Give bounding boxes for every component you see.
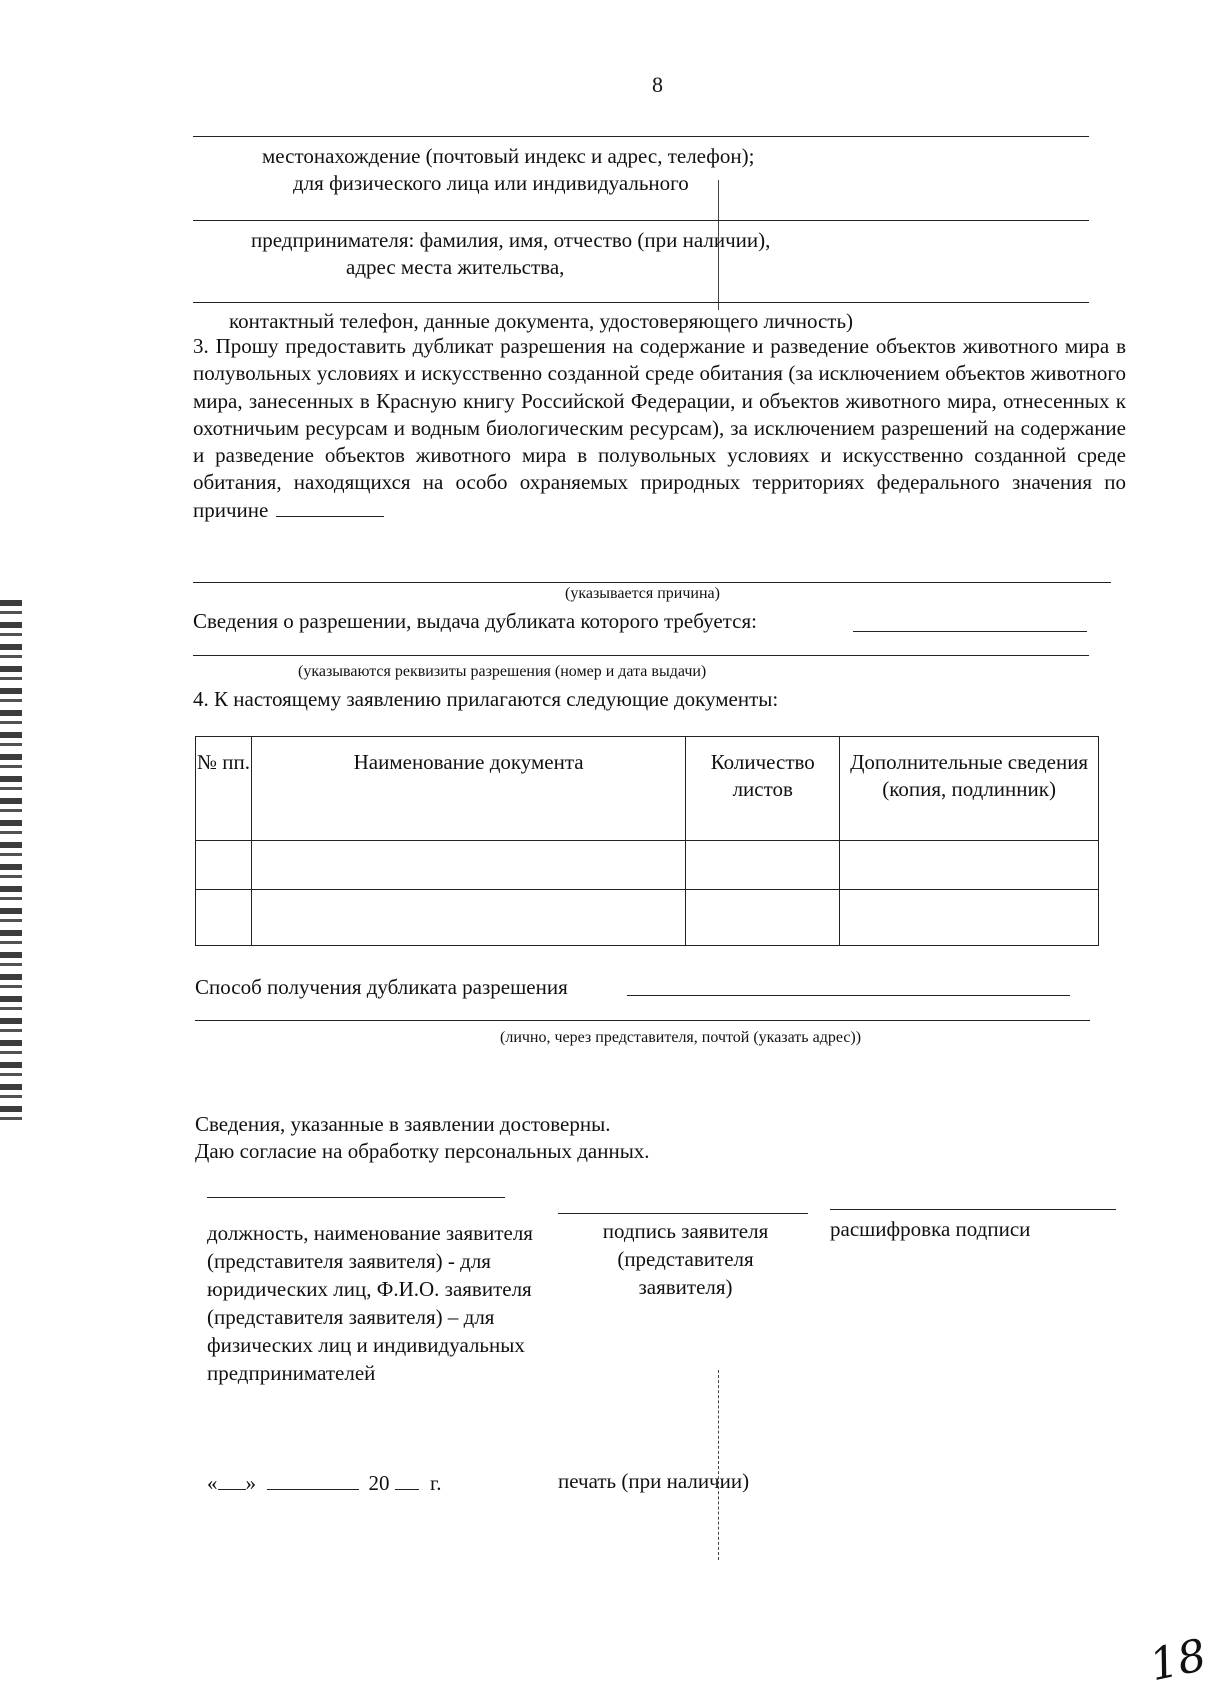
signature-line (830, 1209, 1116, 1210)
section-3-paragraph (193, 333, 1126, 524)
permit-label: Сведения о разрешении, выдача дубликата которого требуется: (193, 609, 757, 633)
table-cell[interactable] (251, 841, 685, 890)
fill-line (195, 1020, 1090, 1021)
signature-col-position: должность, наименование заявителя (представителя заявителя) - для юридических лиц, Ф.И.О. заявителя (представителя заявителя) – для физических лиц и индивидуальных предпринимателей (207, 1221, 533, 1385)
col-header-sheet-count: Количество листов (686, 737, 840, 841)
table-cell[interactable] (196, 890, 252, 946)
col-header-document-name: Наименование документа (251, 737, 685, 841)
table-row (196, 841, 1099, 890)
table-row (196, 890, 1099, 946)
section-3-text: 3. Прошу предоставить дубликат разрешения на содержание и разведение объектов животного мира в полувольных условиях и искусственно созданной среде обитания (за исключением объектов животного мира, занесенных в Красную книгу Российской Федерации, и объектов животного мира, отнесенных к охотничьим ресурсам и водным биологическим ресурсам), за исключением разрешений на содержание и разведение объектов животного мира в полувольных условиях и искусственно созданной среде обитания, находящихся на особо охраняемых природных территориях федерального значения по причине (193, 334, 1126, 522)
fill-line (193, 655, 1089, 656)
year-fill-line (395, 1471, 419, 1490)
day-fill-line (218, 1471, 246, 1490)
date-line (207, 1470, 442, 1496)
receipt-method-label: Способ получения дубликата разрешения (195, 975, 568, 999)
signature-col-signature: подпись заявителя (представителя заявителя) (602, 1219, 769, 1299)
table-cell[interactable] (686, 841, 840, 890)
table-cell[interactable] (840, 841, 1099, 890)
handwritten-page-number: 18 (1145, 1629, 1211, 1691)
reason-fill-line (276, 498, 384, 517)
fold-mark (718, 1370, 719, 1560)
table-cell[interactable] (196, 841, 252, 890)
header-caption-2: для физического лица или индивидуального (293, 171, 689, 195)
signature-line (207, 1197, 505, 1198)
signature-col-transcript: расшифровка подписи (830, 1217, 1031, 1241)
header-caption-1: местонахождение (почтовый индекс и адрес, телефон); (262, 144, 755, 168)
year-prefix: 20 (368, 1471, 390, 1495)
accuracy-statement: Сведения, указанные в заявлении достоверны. (195, 1112, 611, 1136)
consent-statement: Даю согласие на обработку персональных данных. (195, 1139, 650, 1163)
fill-line (193, 582, 1111, 583)
col-header-number: № пп. (196, 737, 252, 841)
header-caption-5: контактный телефон, данные документа, удостоверяющего личность) (229, 309, 854, 333)
date-open-quote: « (207, 1471, 218, 1495)
signature-line (558, 1213, 808, 1214)
col-header-additional-info: Дополнительные сведения (копия, подлинник) (840, 737, 1099, 841)
header-caption-4: адрес места жительства, (346, 255, 565, 279)
stamp-label: печать (при наличии) (558, 1469, 750, 1493)
fill-line (627, 995, 1070, 996)
scan-edge-artifact (0, 600, 22, 1120)
table-header-row (196, 737, 1099, 841)
reason-caption: (указывается причина) (565, 585, 720, 602)
table-cell[interactable] (251, 890, 685, 946)
date-close-quote: » (245, 1471, 256, 1495)
header-caption-3: предпринимателя: фамилия, имя, отчество (при наличии), (251, 228, 771, 252)
table-cell[interactable] (840, 890, 1099, 946)
month-fill-line (267, 1471, 359, 1490)
section-4-title: 4. К настоящему заявлению прилагаются следующие документы: (193, 687, 779, 711)
documents-table (195, 736, 1099, 946)
fill-line (193, 220, 1089, 221)
page-number: 8 (652, 72, 663, 97)
receipt-caption: (лично, через представителя, почтой (указать адрес)) (500, 1029, 862, 1046)
table-cell[interactable] (686, 890, 840, 946)
fill-line (193, 136, 1089, 137)
fill-line (853, 631, 1087, 632)
permit-caption: (указываются реквизиты разрешения (номер и дата выдачи) (298, 663, 707, 680)
year-suffix: г. (430, 1471, 442, 1495)
fill-line (193, 302, 1089, 303)
